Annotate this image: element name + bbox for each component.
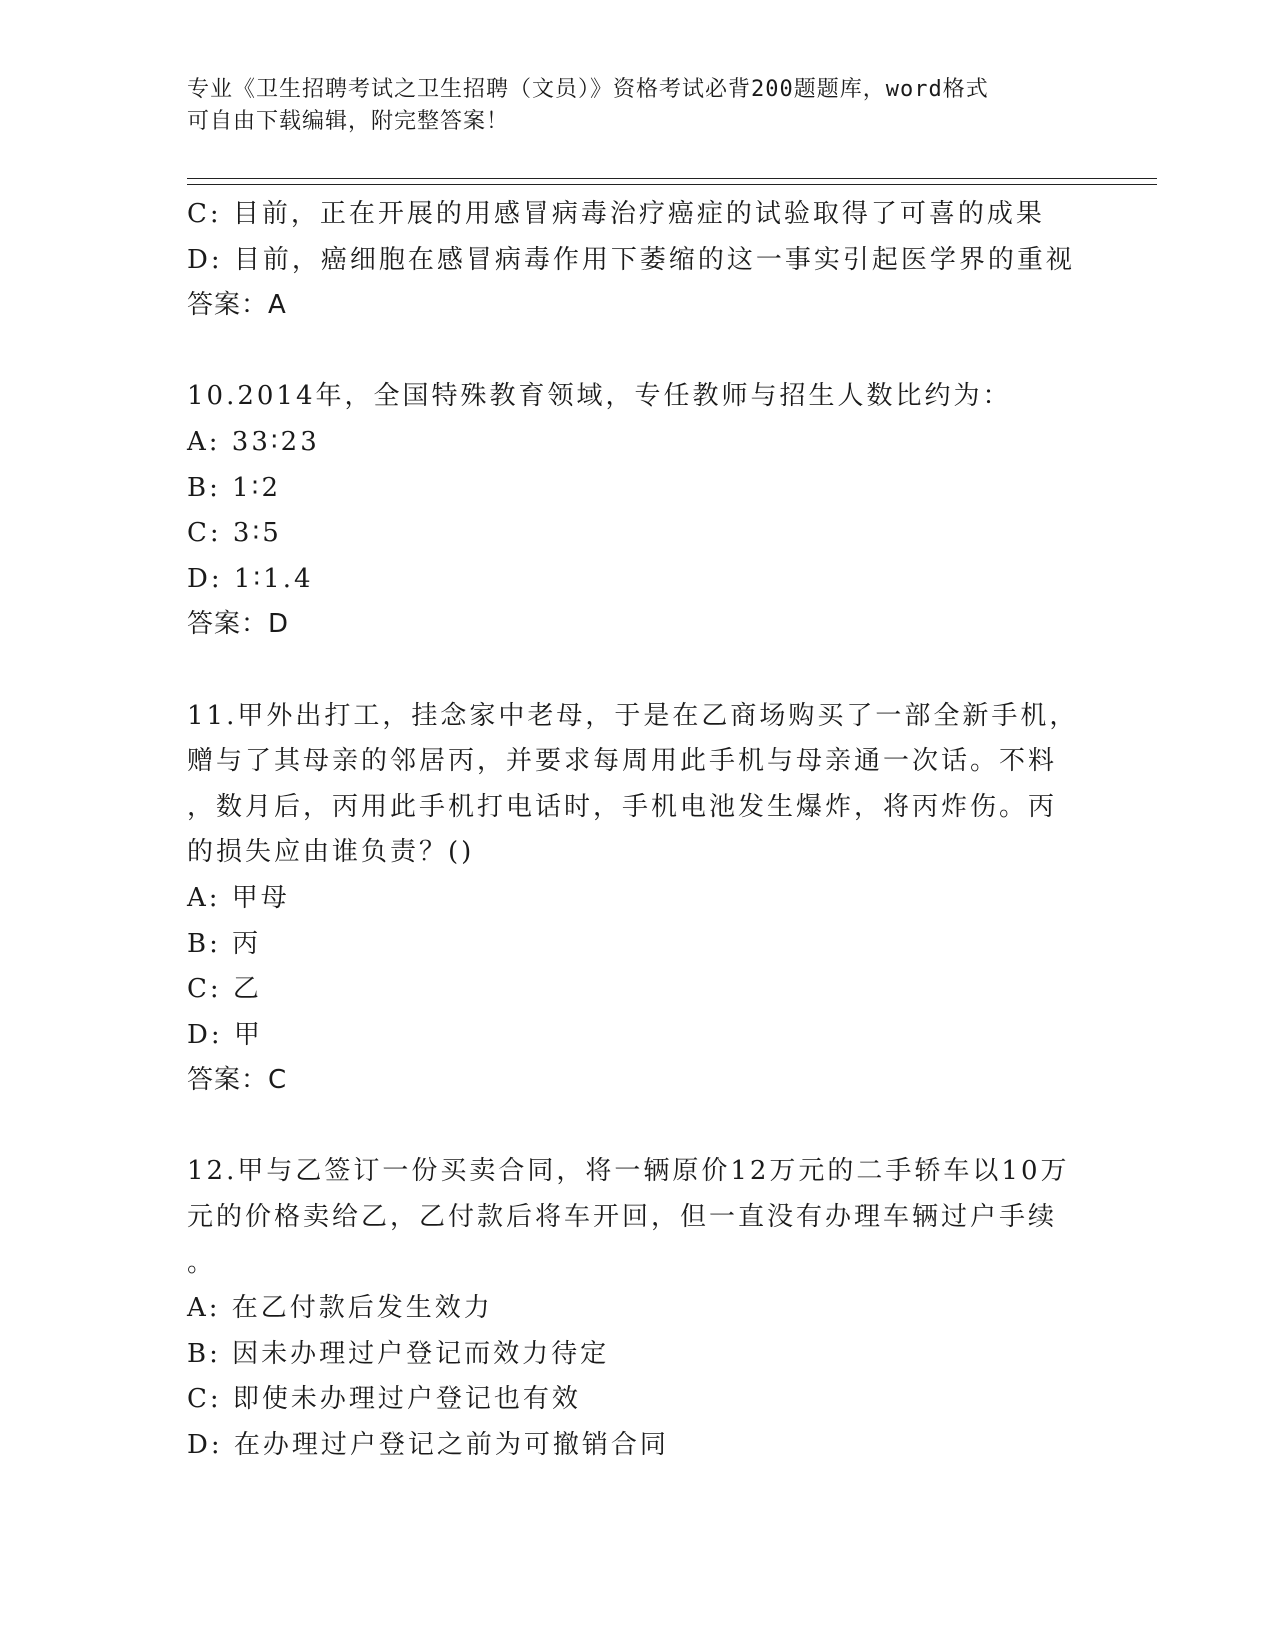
header-rule-top <box>187 178 1157 179</box>
option-b: B: 因未办理过户登记而效力待定 <box>187 1338 610 1369</box>
question-text: 10.2014年，全国特殊教育领域，专任教师与招生人数比约为： <box>187 381 1012 412</box>
header-rule-bottom <box>187 184 1157 185</box>
question-text-line-3: ，数月后，丙用此手机打电话时，手机电池发生爆炸，将丙炸伤。丙 <box>187 791 1058 822</box>
answer-line: 答案：A <box>187 290 287 321</box>
answer-line: 答案：D <box>187 609 290 640</box>
question-text-line-2: 元的价格卖给乙，乙付款后将车开回，但一直没有办理车辆过户手续 <box>187 1202 1058 1233</box>
option-d: D: 目前，癌细胞在感冒病毒作用下萎缩的这一事实引起医学界的重视 <box>187 244 1075 275</box>
option-b: B: 1∶2 <box>187 472 281 503</box>
question-11 <box>187 694 1107 1104</box>
spacer <box>187 1104 1107 1150</box>
question-text-line-2: 赠与了其母亲的邻居丙，并要求每周用此手机与母亲通一次话。不料 <box>187 746 1058 777</box>
option-c: C: 即使未办理过户登记也有效 <box>187 1384 581 1415</box>
question-text-line-4: 的损失应由谁负责？() <box>187 837 475 868</box>
question-12 <box>187 1149 1107 1468</box>
spacer <box>187 648 1107 694</box>
answer-line: 答案：C <box>187 1065 288 1096</box>
partial-question <box>187 192 1107 329</box>
option-d: D: 甲 <box>187 1019 263 1050</box>
option-a: A: 在乙付款后发生效力 <box>187 1293 493 1324</box>
option-c: C: 3∶5 <box>187 518 282 549</box>
header-line-1: 专业《卫生招聘考试之卫生招聘（文员）》资格考试必背200题题库，word格式 <box>187 77 989 102</box>
option-c: C: 目前，正在开展的用感冒病毒治疗癌症的试验取得了可喜的成果 <box>187 199 1045 229</box>
question-text-line-1: 12.甲与乙签订一份买卖合同，将一辆原价12万元的二手轿车以10万 <box>187 1156 1070 1187</box>
option-b: B: 丙 <box>187 928 262 959</box>
question-10 <box>187 374 1107 648</box>
document-header <box>187 74 1087 138</box>
header-line-2: 可自由下载编辑，附完整答案！ <box>187 109 510 134</box>
option-d: D: 在办理过户登记之前为可撤销合同 <box>187 1430 669 1461</box>
spacer <box>187 329 1107 375</box>
question-content <box>187 192 1107 1469</box>
option-d: D: 1∶1.4 <box>187 563 314 594</box>
option-a: A: 甲母 <box>187 882 290 913</box>
question-text-line-3: 。 <box>187 1247 217 1278</box>
question-text-line-1: 11.甲外出打工，挂念家中老母，于是在乙商场购买了一部全新手机， <box>187 700 1079 731</box>
option-c: C: 乙 <box>187 974 262 1005</box>
option-a: A: 33∶23 <box>187 426 320 457</box>
